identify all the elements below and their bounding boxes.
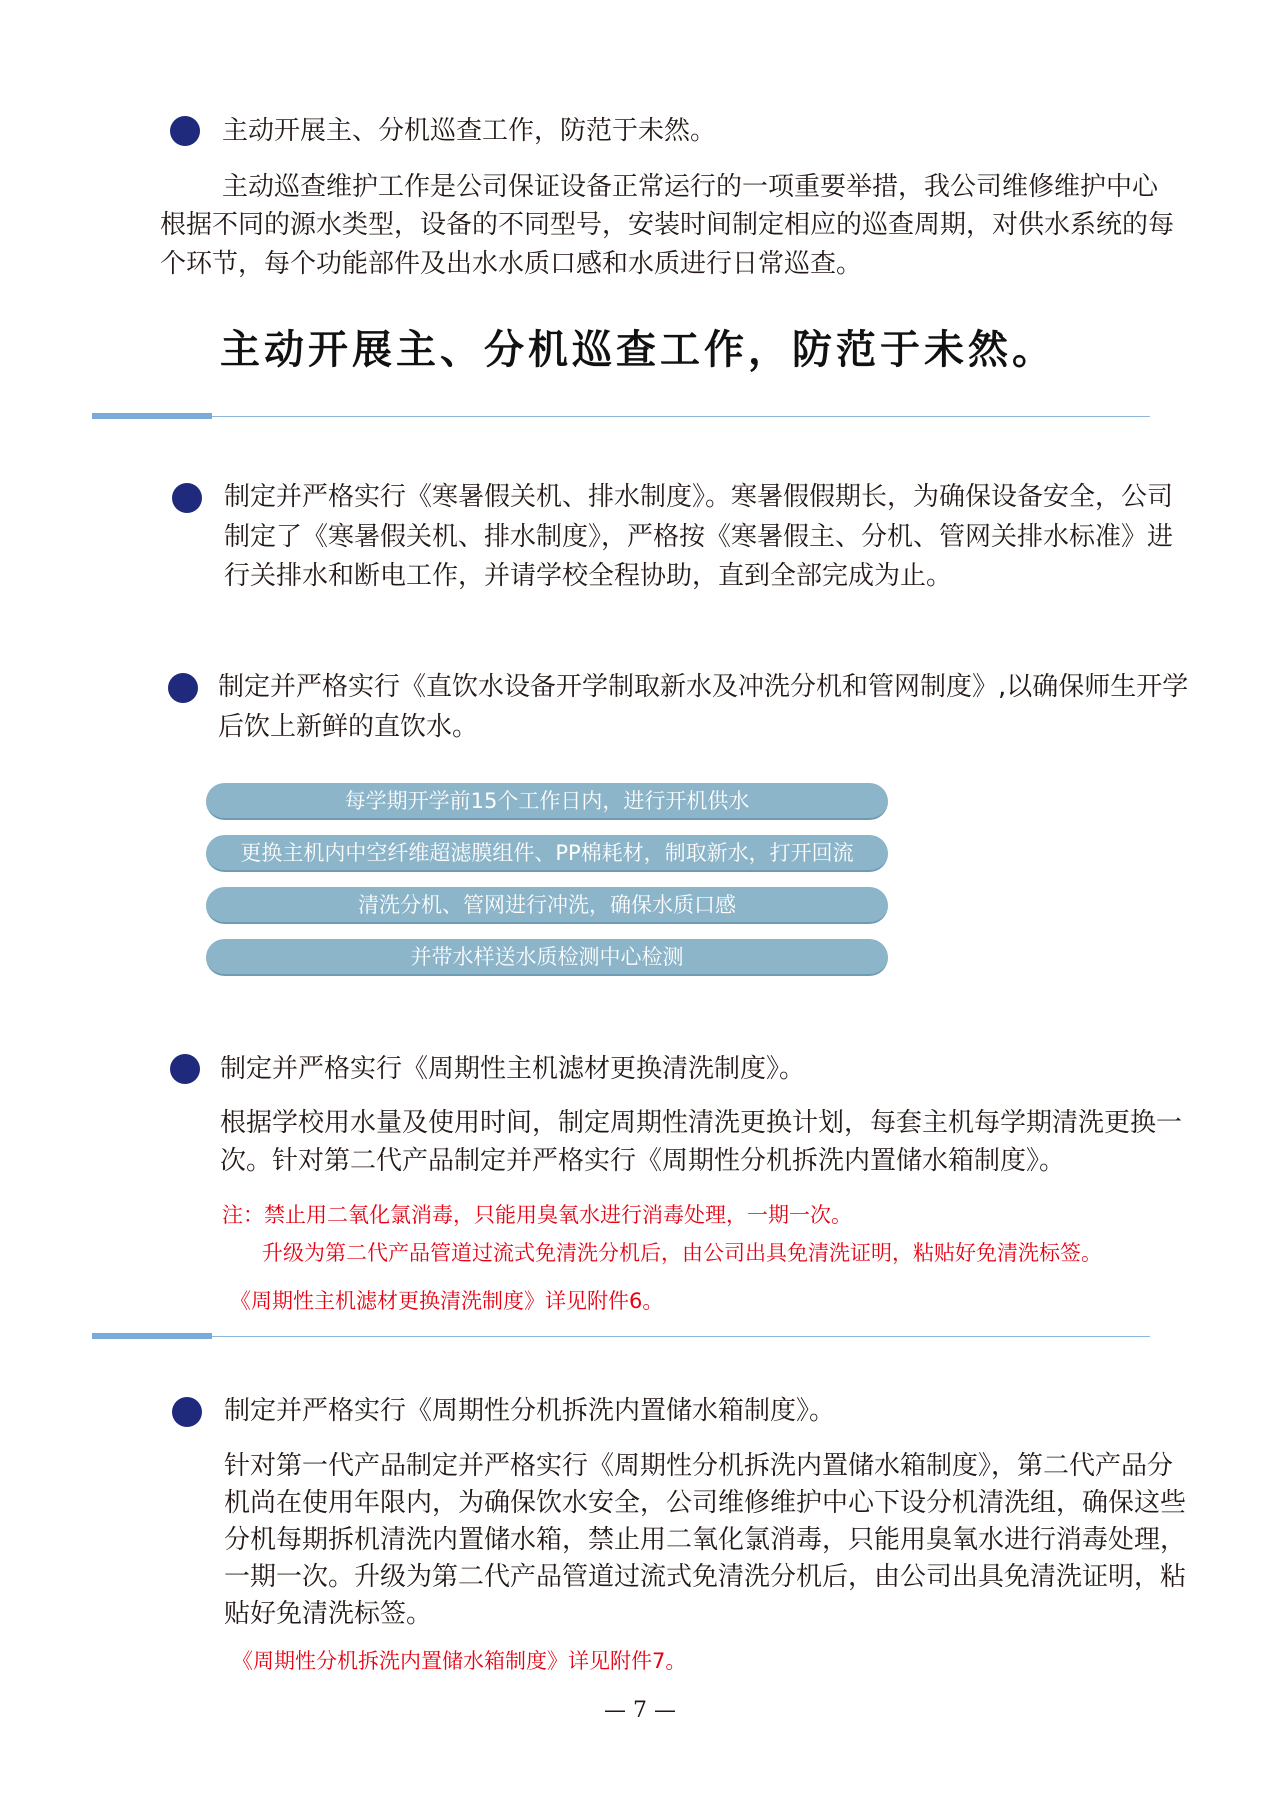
note-3: 《周期性主机滤材更换清洗制度》详见附件6。 xyxy=(230,1289,664,1313)
section5-line-3: 分机每期拆机清洗内置储水箱，禁止用二氧化氯消毒，只能用臭氧水进行消毒处理， xyxy=(224,1525,1187,1555)
bullet-icon xyxy=(172,483,202,513)
section5-line-1: 针对第一代产品制定并严格实行《周期性分机拆洗内置储水箱制度》，第二代产品分 xyxy=(224,1451,1174,1481)
section5-title: 制定并严格实行《周期性分机拆洗内置储水箱制度》。 xyxy=(224,1396,836,1426)
section4-line-2: 次。针对第二代产品制定并严格实行《周期性分机拆洗内置储水箱制度》。 xyxy=(220,1146,1066,1176)
note-2: 升级为第二代产品管道过流式免清洗分机后，由公司出具免清洗证明，粘贴好免清洗标签。 xyxy=(262,1241,1102,1265)
divider-rule xyxy=(92,413,1150,419)
step-pill-1: 每学期开学前15个工作日内，进行开机供水 xyxy=(206,783,888,820)
section5-line-4: 一期一次。升级为第二代产品管道过流式免清洗分机后，由公司出具免清洗证明，粘 xyxy=(224,1562,1187,1592)
bullet-icon xyxy=(170,1054,200,1084)
section4-line-1: 根据学校用水量及使用时间，制定周期性清洗更换计划，每套主机每学期清洗更换一 xyxy=(220,1108,1183,1138)
step-pill-4: 并带水样送水质检测中心检测 xyxy=(206,939,888,976)
section3-line-2: 后饮上新鲜的直饮水。 xyxy=(218,712,479,742)
section1-line-2: 根据不同的源水类型，设备的不同型号，安装时间制定相应的巡查周期，对供水系统的每 xyxy=(160,210,1175,240)
section1-line-3: 个环节，每个功能部件及出水水质口感和水质进行日常巡查。 xyxy=(160,249,863,279)
bullet-icon xyxy=(172,1397,202,1427)
section1-line-1: 主动巡查维护工作是公司保证设备正常运行的一项重要举措，我公司维修维护中心 xyxy=(222,172,1159,202)
section2-line-3: 行关排水和断电工作，并请学校全程协助，直到全部完成为止。 xyxy=(224,561,953,591)
section1-title: 主动开展主、分机巡查工作，防范于未然。 xyxy=(222,116,717,146)
page-number: — 7 — xyxy=(604,1698,676,1723)
section5-line-2: 机尚在使用年限内，为确保饮水安全，公司维修维护中心下设分机清洗组，确保这些 xyxy=(224,1488,1187,1518)
note-1: 注：禁止用二氧化氯消毒，只能用臭氧水进行消毒处理，一期一次。 xyxy=(222,1203,852,1227)
step-pill-3: 清洗分机、管网进行冲洗，确保水质口感 xyxy=(206,887,888,924)
divider-rule xyxy=(92,1333,1150,1339)
section2-line-2: 制定了《寒暑假关机、排水制度》，严格按《寒暑假主、分机、管网关排水标准》进 xyxy=(224,522,1174,552)
section2-line-1: 制定并严格实行《寒暑假关机、排水制度》。寒暑假假期长，为确保设备安全，公司 xyxy=(224,482,1174,512)
note-4: 《周期性分机拆洗内置储水箱制度》详见附件7。 xyxy=(232,1649,687,1673)
section3-line-1: 制定并严格实行《直饮水设备开学制取新水及冲洗分机和管网制度》,以确保师生开学 xyxy=(218,672,1189,702)
bullet-icon xyxy=(168,673,198,703)
step-pill-2: 更换主机内中空纤维超滤膜组件、PP棉耗材，制取新水，打开回流 xyxy=(206,835,888,872)
section4-title: 制定并严格实行《周期性主机滤材更换清洗制度》。 xyxy=(220,1054,806,1084)
bullet-icon xyxy=(170,116,200,146)
page-heading: 主动开展主、分机巡查工作，防范于未然。 xyxy=(220,327,1056,373)
section5-line-5: 贴好免清洗标签。 xyxy=(224,1599,433,1629)
